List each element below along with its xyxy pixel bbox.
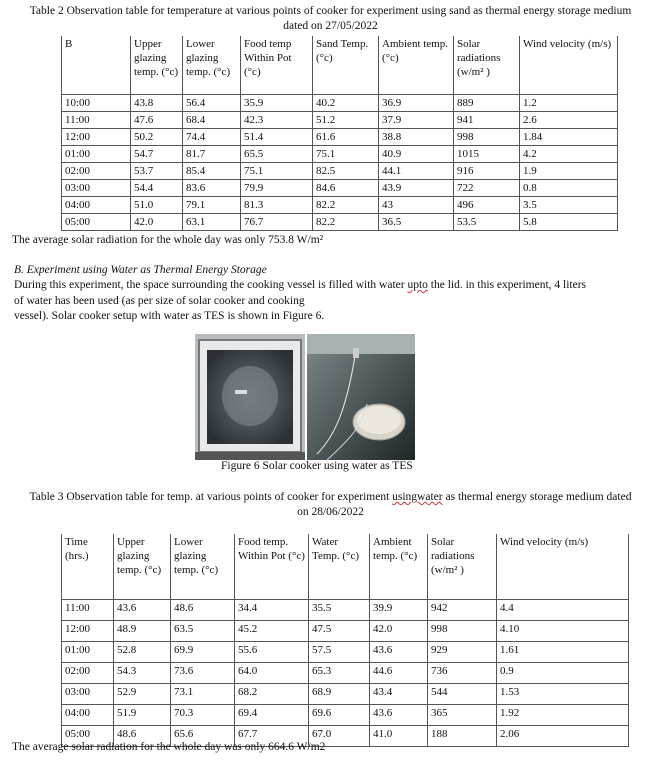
table3-cell: 45.2 bbox=[235, 621, 309, 642]
table2-cell: 2.6 bbox=[520, 112, 618, 129]
figure6-caption: Figure 6 Solar cooker using water as TES bbox=[221, 460, 413, 472]
table2-cell: 38.8 bbox=[379, 129, 454, 146]
table3-row bbox=[62, 705, 629, 726]
table2-cell: 02:00 bbox=[62, 163, 131, 180]
table2-header-cell: Solar radiations (w/m² ) bbox=[454, 36, 520, 95]
table2-cell: 5.8 bbox=[520, 214, 618, 231]
table3-cell: 39.9 bbox=[370, 600, 428, 621]
table2-cell: 42.3 bbox=[241, 112, 313, 129]
para-line1-a: During this experiment, the space surrounding the cooking vessel is filled with water bbox=[14, 279, 408, 291]
table2-cell: 53.7 bbox=[131, 163, 183, 180]
table3-cell: 1.61 bbox=[497, 642, 629, 663]
table3-cell: 73.1 bbox=[171, 684, 235, 705]
table2-cell: 10:00 bbox=[62, 95, 131, 112]
table3-row bbox=[62, 642, 629, 663]
table3-cell: 63.5 bbox=[171, 621, 235, 642]
table2-cell: 82.5 bbox=[313, 163, 379, 180]
table2-cell: 54.4 bbox=[131, 180, 183, 197]
table3-cell: 544 bbox=[428, 684, 497, 705]
table2-cell: 496 bbox=[454, 197, 520, 214]
table2-row bbox=[62, 95, 618, 112]
table2-cell: 61.6 bbox=[313, 129, 379, 146]
table3-caption-line1-a: Table 3 Observation table for temp. at various points of cooker for experiment bbox=[29, 491, 393, 503]
table2-cell: 56.4 bbox=[183, 95, 241, 112]
table3-caption bbox=[0, 490, 661, 520]
table3-cell: 52.9 bbox=[114, 684, 171, 705]
table3-cell: 35.5 bbox=[309, 600, 370, 621]
table2-cell: 1.9 bbox=[520, 163, 618, 180]
table2-cell: 81.3 bbox=[241, 197, 313, 214]
table3-cell: 57.5 bbox=[309, 642, 370, 663]
table3-cell: 48.9 bbox=[114, 621, 171, 642]
table2-cell: 68.4 bbox=[183, 112, 241, 129]
table3-row bbox=[62, 600, 629, 621]
table3-cell: 998 bbox=[428, 621, 497, 642]
table2-note: The average solar radiation for the whole day was only 753.8 W/m² bbox=[12, 234, 324, 246]
table2-cell: 36.9 bbox=[379, 95, 454, 112]
table3-cell: 4.4 bbox=[497, 600, 629, 621]
table3-cell: 11:00 bbox=[62, 600, 114, 621]
para-line1-c: the lid. in this experiment, 4 liters bbox=[427, 279, 587, 291]
table3-row bbox=[62, 663, 629, 684]
table2-header-cell: Food temp Within Pot (°c) bbox=[241, 36, 313, 95]
table2-cell: 65.5 bbox=[241, 146, 313, 163]
table3-cell: 48.6 bbox=[171, 600, 235, 621]
table2-cell: 51.0 bbox=[131, 197, 183, 214]
table2-cell: 03:00 bbox=[62, 180, 131, 197]
table2-cell: 43.8 bbox=[131, 95, 183, 112]
table3-note: The average solar radiation for the whole day was only 664.6 W/m2 bbox=[12, 741, 326, 753]
table2-cell: 79.1 bbox=[183, 197, 241, 214]
table3-cell: 1.92 bbox=[497, 705, 629, 726]
table3-cell: 70.3 bbox=[171, 705, 235, 726]
table2-cell: 43 bbox=[379, 197, 454, 214]
table2-caption-line2: dated on 27/05/2022 bbox=[283, 20, 378, 32]
table3-cell: 64.0 bbox=[235, 663, 309, 684]
table3-caption-line1-c: as thermal energy storage medium dated bbox=[442, 491, 632, 503]
table2-caption bbox=[0, 4, 661, 34]
table3-caption-misspelled: usingwater bbox=[392, 491, 443, 503]
table3-caption-line2: on 28/06/2022 bbox=[297, 506, 364, 518]
table2-cell: 82.2 bbox=[313, 214, 379, 231]
table3-cell: 47.5 bbox=[309, 621, 370, 642]
table2-row bbox=[62, 112, 618, 129]
table3-cell: 12:00 bbox=[62, 621, 114, 642]
table2-cell: 1.84 bbox=[520, 129, 618, 146]
table2-cell: 54.7 bbox=[131, 146, 183, 163]
table2-cell: 1015 bbox=[454, 146, 520, 163]
table2-row bbox=[62, 163, 618, 180]
table2-cell: 74.4 bbox=[183, 129, 241, 146]
table3-cell: 2.06 bbox=[497, 726, 629, 747]
table2-cell: 916 bbox=[454, 163, 520, 180]
table2-cell: 63.1 bbox=[183, 214, 241, 231]
table2-cell: 01:00 bbox=[62, 146, 131, 163]
table3-cell: 34.4 bbox=[235, 600, 309, 621]
table2-cell: 37.9 bbox=[379, 112, 454, 129]
table3-cell: 68.9 bbox=[309, 684, 370, 705]
table3-cell: 42.0 bbox=[370, 621, 428, 642]
table3-cell: 0.9 bbox=[497, 663, 629, 684]
figure6-photo-left bbox=[195, 334, 305, 460]
table2-cell: 43.9 bbox=[379, 180, 454, 197]
table3-cell: 69.4 bbox=[235, 705, 309, 726]
table3-cell: 69.9 bbox=[171, 642, 235, 663]
table2-cell: 44.1 bbox=[379, 163, 454, 180]
table3-cell: 48.6 bbox=[114, 726, 171, 747]
table2-cell: 83.6 bbox=[183, 180, 241, 197]
table2-cell: 79.9 bbox=[241, 180, 313, 197]
figure6-photo-right bbox=[307, 334, 415, 460]
table3-row bbox=[62, 621, 629, 642]
table2-cell: 47.6 bbox=[131, 112, 183, 129]
table2-cell: 40.2 bbox=[313, 95, 379, 112]
table2-cell: 4.2 bbox=[520, 146, 618, 163]
table3-header-cell: Water Temp. (°c) bbox=[309, 534, 370, 600]
table2-cell: 75.1 bbox=[313, 146, 379, 163]
table2-header-cell: Ambient temp. (°c) bbox=[379, 36, 454, 95]
table2-cell: 51.4 bbox=[241, 129, 313, 146]
table3-cell: 67.7 bbox=[235, 726, 309, 747]
section-b-paragraph bbox=[14, 278, 654, 325]
para-line3: vessel). Solar cooker setup with water as TES is shown in Figure 6. bbox=[14, 310, 325, 322]
table2-cell: 11:00 bbox=[62, 112, 131, 129]
table3-cell: 68.2 bbox=[235, 684, 309, 705]
table2-cell: 50.2 bbox=[131, 129, 183, 146]
table3-cell: 69.6 bbox=[309, 705, 370, 726]
table3-cell: 03:00 bbox=[62, 684, 114, 705]
section-b-heading: B. Experiment using Water as Thermal Energy Storage bbox=[14, 264, 267, 276]
table3-header-cell: Ambient temp. (°c) bbox=[370, 534, 428, 600]
table2-cell: 1.2 bbox=[520, 95, 618, 112]
table2-cell: 0.8 bbox=[520, 180, 618, 197]
table2-cell: 76.7 bbox=[241, 214, 313, 231]
table3-cell: 65.3 bbox=[309, 663, 370, 684]
table2 bbox=[61, 36, 618, 231]
table2-header-cell: Sand Temp. (°c) bbox=[313, 36, 379, 95]
table3-header-row bbox=[62, 534, 629, 600]
table2-row bbox=[62, 180, 618, 197]
table3-cell: 65.6 bbox=[171, 726, 235, 747]
table2-header-cell: Lower glazing temp. (°c) bbox=[183, 36, 241, 95]
table3-header-cell: Solar radiations (w/m² ) bbox=[428, 534, 497, 600]
table3-cell: 05:00 bbox=[62, 726, 114, 747]
table3-cell: 55.6 bbox=[235, 642, 309, 663]
table2-header-cell: B bbox=[62, 36, 131, 95]
table3-cell: 51.9 bbox=[114, 705, 171, 726]
para-misspelled-word: upto bbox=[407, 279, 428, 291]
table2-cell: 722 bbox=[454, 180, 520, 197]
table2-header-cell: Upper glazing temp. (°c) bbox=[131, 36, 183, 95]
table2-cell: 998 bbox=[454, 129, 520, 146]
table3-cell: 43.4 bbox=[370, 684, 428, 705]
table2-cell: 51.2 bbox=[313, 112, 379, 129]
table2-cell: 04:00 bbox=[62, 197, 131, 214]
table3-cell: 43.6 bbox=[114, 600, 171, 621]
table3-row bbox=[62, 684, 629, 705]
table2-cell: 12:00 bbox=[62, 129, 131, 146]
table2-cell: 53.5 bbox=[454, 214, 520, 231]
table3-cell: 736 bbox=[428, 663, 497, 684]
table3-cell: 942 bbox=[428, 600, 497, 621]
table2-cell: 82.2 bbox=[313, 197, 379, 214]
table2-cell: 941 bbox=[454, 112, 520, 129]
table2-cell: 36.5 bbox=[379, 214, 454, 231]
table3 bbox=[61, 534, 629, 747]
table2-cell: 40.9 bbox=[379, 146, 454, 163]
table2-row bbox=[62, 129, 618, 146]
table3-header-cell: Upper glazing temp. (°c) bbox=[114, 534, 171, 600]
table3-cell: 67.0 bbox=[309, 726, 370, 747]
table2-row bbox=[62, 197, 618, 214]
table2-cell: 75.1 bbox=[241, 163, 313, 180]
table3-cell: 52.8 bbox=[114, 642, 171, 663]
table2-cell: 05:00 bbox=[62, 214, 131, 231]
table2-cell: 81.7 bbox=[183, 146, 241, 163]
table3-cell: 01:00 bbox=[62, 642, 114, 663]
table2-header-row bbox=[62, 36, 618, 95]
table3-cell: 1.53 bbox=[497, 684, 629, 705]
table3-cell: 73.6 bbox=[171, 663, 235, 684]
table2-cell: 85.4 bbox=[183, 163, 241, 180]
table3-cell: 4.10 bbox=[497, 621, 629, 642]
table3-header-cell: Wind velocity (m/s) bbox=[497, 534, 629, 600]
table3-cell: 02:00 bbox=[62, 663, 114, 684]
table3-cell: 188 bbox=[428, 726, 497, 747]
table2-cell: 42.0 bbox=[131, 214, 183, 231]
table2-row bbox=[62, 214, 618, 231]
table2-cell: 3.5 bbox=[520, 197, 618, 214]
table2-header-cell: Wind velocity (m/s) bbox=[520, 36, 618, 95]
table3-cell: 41.0 bbox=[370, 726, 428, 747]
table3-cell: 365 bbox=[428, 705, 497, 726]
para-line2: of water has been used (as per size of solar cooker and cooking bbox=[14, 294, 305, 307]
table3-cell: 04:00 bbox=[62, 705, 114, 726]
table3-cell: 54.3 bbox=[114, 663, 171, 684]
table2-row bbox=[62, 146, 618, 163]
table3-cell: 43.6 bbox=[370, 705, 428, 726]
table2-cell: 35.9 bbox=[241, 95, 313, 112]
table2-cell: 84.6 bbox=[313, 180, 379, 197]
table3-cell: 929 bbox=[428, 642, 497, 663]
table3-header-cell: Lower glazing temp. (°c) bbox=[171, 534, 235, 600]
table2-cell: 889 bbox=[454, 95, 520, 112]
table3-cell: 43.6 bbox=[370, 642, 428, 663]
table2-caption-line1: Table 2 Observation table for temperature at various points of cooker for experiment using sand as thermal energy storage medium bbox=[29, 5, 632, 17]
table3-header-cell: Time (hrs.) bbox=[62, 534, 114, 600]
table3-header-cell: Food temp. Within Pot (°c) bbox=[235, 534, 309, 600]
table3-cell: 44.6 bbox=[370, 663, 428, 684]
